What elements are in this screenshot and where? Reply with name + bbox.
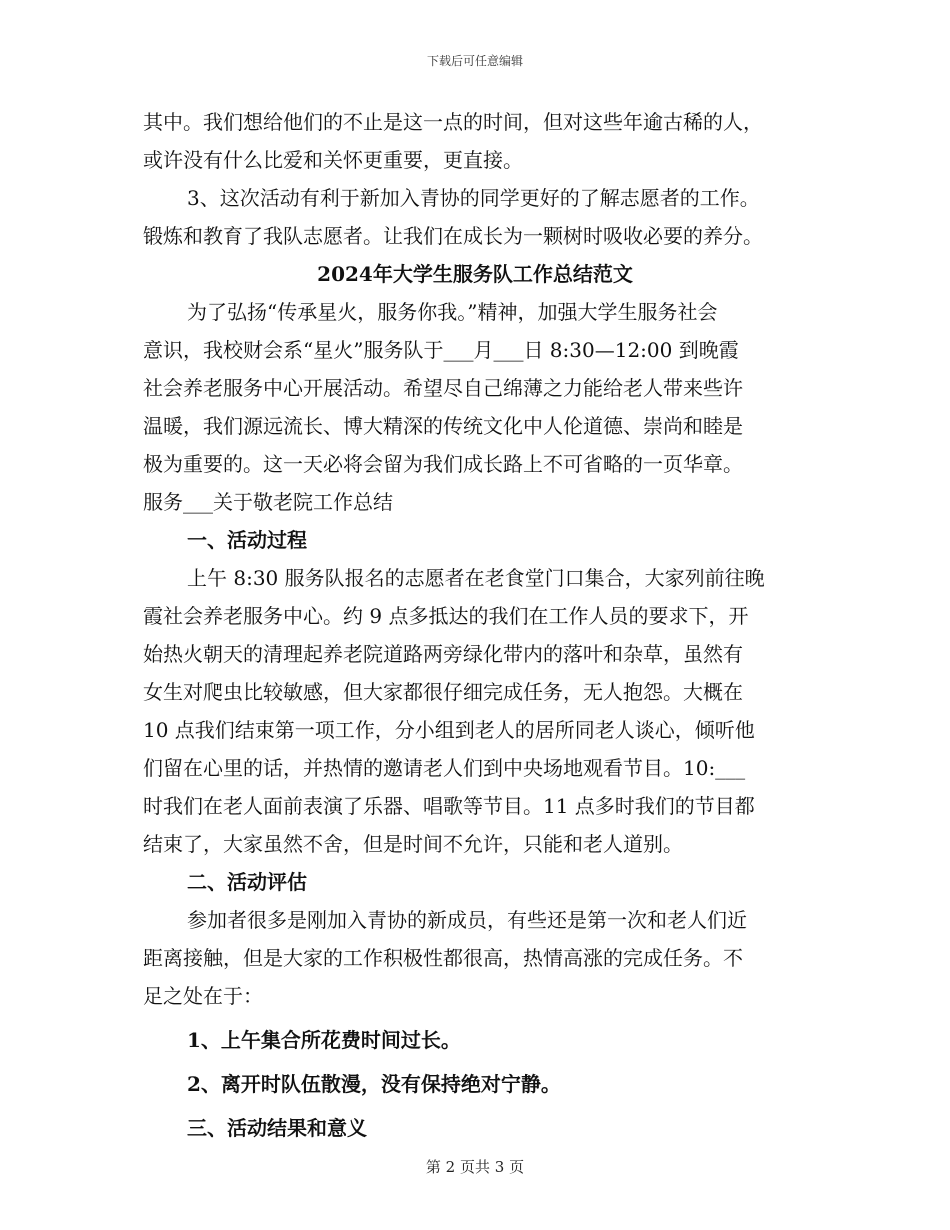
page-header: 下载后可任意编辑 xyxy=(426,54,523,68)
text-line: 霞社会养老服务中心。约 9 点多抵达的我们在工作人员的要求下，开 xyxy=(143,604,749,628)
text-line: 结束了，大家虽然不舍，但是时间不允许，只能和老人道别。 xyxy=(143,832,683,856)
text-line: 温暖，我们源远流长、博大精深的传统文化中人伦道德、崇尚和睦是 xyxy=(143,414,743,438)
text-line: 极为重要的。这一天必将会留为我们成长路上不可省略的一页华章。 xyxy=(143,452,743,476)
document-body xyxy=(143,103,807,1147)
text-line: 其中。我们想给他们的不止是这一点的时间，但对这些年逾古稀的人， xyxy=(143,110,763,134)
text-line: 时我们在老人面前表演了乐器、唱歌等节目。11 点多时我们的节目都 xyxy=(143,794,755,818)
section-heading: 一、活动过程 xyxy=(187,528,307,552)
text-line: 服务___关于敬老院工作总结 xyxy=(143,490,393,514)
text-line: 10 点我们结束第一项工作，分小组到老人的居所同老人谈心，倾听他 xyxy=(143,718,755,742)
page-footer: 第 2 页共 3 页 xyxy=(425,1158,525,1176)
text-line: 为了弘扬“传承星火，服务你我。”精神，加强大学生服务社会 xyxy=(187,300,718,324)
section-heading: 三、活动结果和意义 xyxy=(187,1116,367,1140)
text-line: 距离接触，但是大家的工作积极性都很高，热情高涨的完成任务。不 xyxy=(143,946,743,970)
list-item: 2、离开时队伍散漫，没有保持绝对宁静。 xyxy=(187,1072,561,1096)
text-line: 社会养老服务中心开展活动。希望尽自己绵薄之力能给老人带来些许 xyxy=(143,376,743,400)
text-line: 或许没有什么比爱和关怀更重要，更直接。 xyxy=(143,148,523,172)
text-line: 足之处在于： xyxy=(143,984,263,1008)
text-line: 始热火朝天的清理起养老院道路两旁绿化带内的落叶和杂草，虽然有 xyxy=(143,642,743,666)
text-line: 参加者很多是刚加入青协的新成员，有些还是第一次和老人们近 xyxy=(187,908,747,932)
text-line: 意识，我校财会系“星火”服务队于___月___日 8:30—12:00 到晚霞 xyxy=(143,338,739,362)
text-line: 3、这次活动有利于新加入青协的同学更好的了解志愿者的工作。 xyxy=(187,186,760,210)
section-title: 2024年大学生服务队工作总结范文 xyxy=(317,262,633,286)
text-line: 锻炼和教育了我队志愿者。让我们在成长为一颗树时吸收必要的养分。 xyxy=(143,224,763,248)
text-line: 女生对爬虫比较敏感，但大家都很仔细完成任务，无人抱怨。大概在 xyxy=(143,680,743,704)
text-line: 上午 8:30 服务队报名的志愿者在老食堂门口集合，大家列前往晚 xyxy=(187,566,765,590)
list-item: 1、上午集合所花费时间过长。 xyxy=(187,1028,461,1052)
text-line: 们留在心里的话，并热情的邀请老人们到中央场地观看节目。10:___ xyxy=(143,756,746,780)
section-heading: 二、活动评估 xyxy=(187,870,307,894)
